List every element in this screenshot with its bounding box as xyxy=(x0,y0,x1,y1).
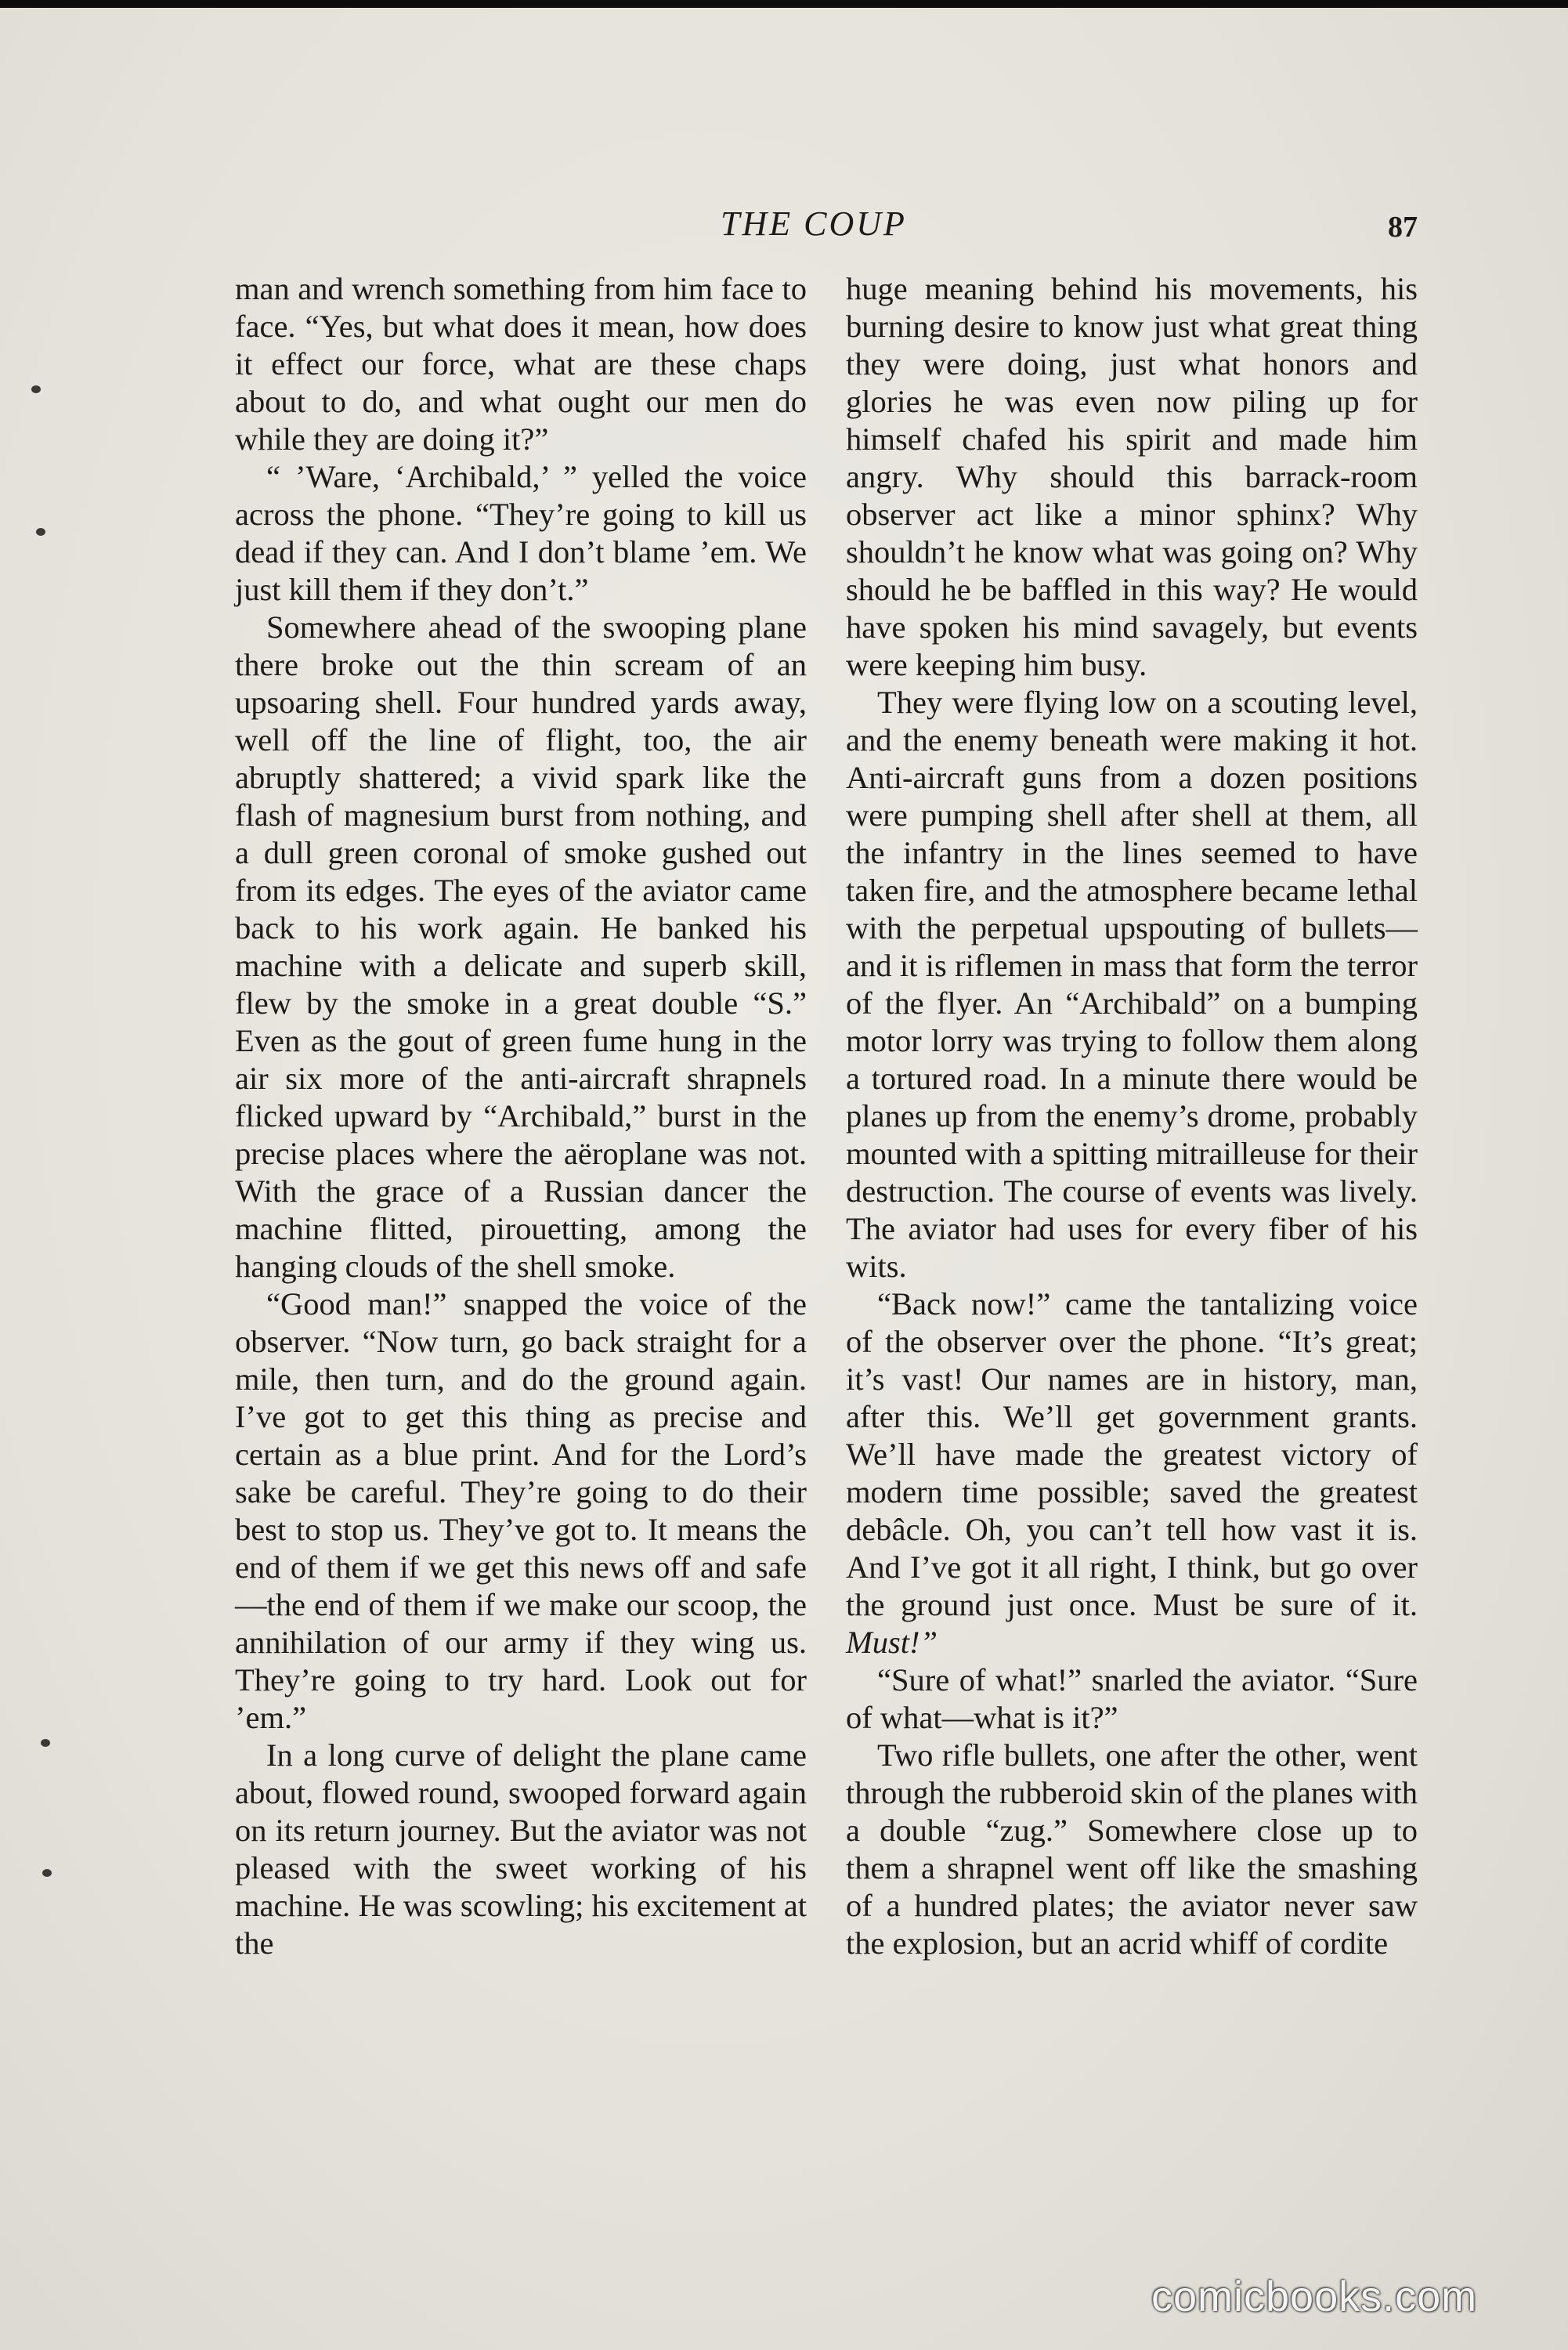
binding-hole-mark xyxy=(41,1739,50,1747)
paragraph: huge meaning behind his movements, his burning desire to know just what great thing they were doing, just what honors and glories he was even now piling up for himself chafed his spirit and made him angry. Why should this barrack-room observer act like a minor sphinx? Why shouldn’t he know what was going on? Why should he be baffled in this way? He would have spoken his mind savagely, but events were keeping him busy. xyxy=(846,271,1418,682)
page-header xyxy=(0,202,1568,249)
paragraph: “Sure of what!” snarled the aviator. “Sure of what—what is it?” xyxy=(846,1662,1418,1735)
running-title: THE COUP xyxy=(721,204,907,243)
binding-hole-mark xyxy=(42,1869,52,1877)
scan-top-edge xyxy=(0,0,1568,8)
paragraph xyxy=(846,1285,1418,1661)
emphasis-text: Must!” xyxy=(846,1625,938,1660)
watermark-logo: comicbooks.com xyxy=(1151,2273,1478,2320)
binding-hole-mark xyxy=(31,385,41,393)
left-text-column xyxy=(235,270,807,1962)
paragraph: man and wrench something from him face to face. “Yes, but what does it mean, how does it effect our force, what are these chaps about to do, and what ought our men do while they are doing it?” xyxy=(235,271,807,457)
paragraph: In a long curve of delight the plane came about, flowed round, swooped forward again on its return journey. But the aviator was not pleased with the sweet working of his machine. He was scowling; his excitement at the xyxy=(235,1737,807,1961)
right-text-column xyxy=(846,270,1418,1962)
paragraph: “Good man!” snapped the voice of the observer. “Now turn, go back straight for a mile, then turn, and do the ground again. I’ve got to get this thing as precise and certain as a blue print. And for the Lord’s sake be careful. They’re going to do their best to stop us. They’ve got to. It means the end of them if we get this news off and safe—the end of them if we make our scoop, the annihilation of our army if they wing us. They’re going to try hard. Look out for ’em.” xyxy=(235,1286,807,1735)
paragraph: “ ’Ware, ‘Archibald,’ ” yelled the voice across the phone. “They’re going to kill us dead if they can. And I don’t blame ’em. We just kill them if they don’t.” xyxy=(235,459,807,607)
page-number: 87 xyxy=(1388,211,1418,244)
paragraph: Somewhere ahead of the swooping plane there broke out the thin scream of an upsoaring shell. Four hundred yards away, well off the line of flight, too, the air abruptly shattered; a vivid spark like the flash of magnesium burst from nothing, and a dull green coronal of smoke gushed out from its edges. The eyes of the aviator came back to his work again. He banked his machine with a delicate and superb skill, flew by the smoke in a great double “S.” Even as the gout of green fume hung in the air six more of the anti-aircraft shrapnels flicked upward by “Archibald,” burst in the precise places where the aëroplane was not. With the grace of a Russian dancer the machine flitted, pirouetting, among the hanging clouds of the shell smoke. xyxy=(235,609,807,1284)
paragraph-text: “Back now!” came the tantalizing voice of the observer over the phone. “It’s great; it’s vast! Our names are in history, man, after this. We’ll get government grants. We’ll have made the greatest victory of modern time possible; saved the greatest debâcle. Oh, you can’t tell how vast it is. And I’ve got it all right, I think, but go over the ground just once. Must be sure of it. xyxy=(846,1286,1418,1622)
paragraph: They were flying low on a scouting level, and the enemy beneath were making it hot. Anti-aircraft guns from a dozen positions were pumping shell after shell at them, all the infantry in the lines seemed to have taken fire, and the atmosphere became lethal with the perpetual upspouting of bullets—and it is riflemen in mass that form the terror of the flyer. An “Archibald” on a bumping motor lorry was trying to follow them along a tortured road. In a minute there would be planes up from the enemy’s drome, probably mounted with a spitting mitrailleuse for their destruction. The course of events was lively. The aviator had uses for every fiber of his wits. xyxy=(846,685,1418,1284)
paragraph: Two rifle bullets, one after the other, went through the rubberoid skin of the planes with a double “zug.” Somewhere close up to them a shrapnel went off like the smashing of a hundred plates; the aviator never saw the explosion, but an acrid whiff of cordite xyxy=(846,1737,1418,1961)
binding-hole-mark xyxy=(36,528,45,536)
